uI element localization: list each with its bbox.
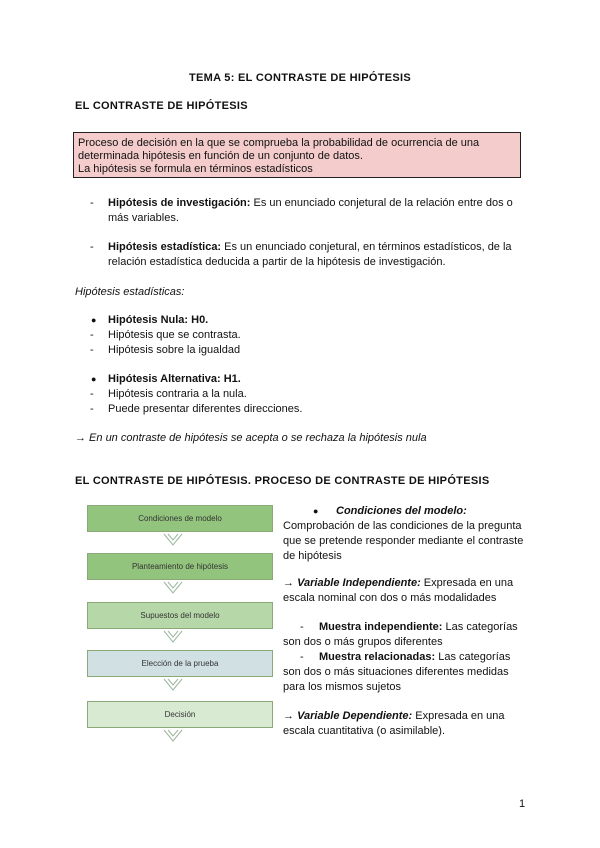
- page-number: 1: [519, 798, 526, 810]
- term-definition: Es un enunciado conjetural de la relación entre dos o: [250, 197, 513, 209]
- dependent-variable: [283, 709, 533, 739]
- term-definition: Es un enunciado conjetural, en términos estadísticos, de la: [221, 241, 512, 253]
- alt-point: Hipótesis contraria a la nula.: [108, 388, 247, 400]
- chevron-down-icon: [163, 678, 183, 692]
- term-definition-cont: relación estadística deducida a partir de la hipótesis de investigación.: [108, 256, 446, 268]
- list-bullet: -: [90, 329, 94, 341]
- page-title: TEMA 5: EL CONTRASTE DE HIPÓTESIS: [189, 72, 411, 84]
- term-definition: Expresada en una: [420, 577, 514, 589]
- flow-step: Supuestos del modelo: [87, 602, 273, 629]
- list-bullet: -: [300, 621, 304, 633]
- chevron-down-icon: [163, 729, 183, 743]
- bullet-dot: ●: [91, 374, 97, 384]
- term-definition-cont: escala nominal con dos o más modalidades: [283, 592, 497, 604]
- null-point: Hipótesis sobre la igualdad: [108, 344, 241, 356]
- term-definition-cont: escala cuantitativa (o asimilable).: [283, 725, 446, 737]
- alt-hypothesis-title: Hipótesis Alternativa: H1.: [108, 373, 241, 385]
- flow-step: Decisión: [87, 701, 273, 728]
- independent-sample: [283, 620, 533, 650]
- independent-variable: [283, 576, 533, 606]
- term: Hipótesis de investigación:: [108, 197, 251, 209]
- conditions-text: [283, 519, 533, 564]
- alt-point: Puede presentar diferentes direcciones.: [108, 403, 303, 415]
- stat-hypotheses-label: Hipótesis estadísticas:: [75, 286, 185, 298]
- list-bullet: -: [90, 403, 94, 415]
- definition-box: [73, 132, 521, 178]
- text-line: Comprobación de las condiciones de la pregunta: [283, 520, 522, 532]
- section-heading-2: EL CONTRASTE DE HIPÓTESIS. PROCESO DE CONTRASTE DE HIPÓTESIS: [75, 475, 490, 487]
- conditions-title: Condiciones del modelo:: [336, 505, 467, 517]
- note: → En un contraste de hipótesis se acepta o se rechaza la hipótesis nula: [75, 432, 427, 444]
- flow-step: Planteamiento de hipótesis: [87, 553, 273, 580]
- term-definition: Las categorías: [442, 621, 518, 633]
- chevron-down-icon: [163, 581, 183, 595]
- term-definition-cont: son dos o más situaciones diferentes medidas: [283, 666, 509, 678]
- term: Muestra relacionadas:: [319, 651, 436, 663]
- list-bullet: -: [300, 651, 304, 663]
- chevron-down-icon: [163, 533, 183, 547]
- term: Variable Independiente:: [297, 577, 421, 589]
- bullet-dot: ●: [313, 506, 319, 516]
- null-hypothesis-title: Hipótesis Nula: H0.: [108, 314, 209, 326]
- arrow-icon: →: [283, 710, 294, 722]
- list-bullet: -: [90, 241, 94, 253]
- bullet-dot: ●: [91, 315, 97, 325]
- term-definition-cont: para los mismos sujetos: [283, 681, 401, 693]
- list-item-statistical: [108, 240, 528, 270]
- term: Hipótesis estadística:: [108, 241, 222, 253]
- term: Muestra independiente:: [319, 621, 443, 633]
- term-definition-cont: son dos o más grupos diferentes: [283, 636, 443, 648]
- list-bullet: -: [90, 388, 94, 400]
- term: Variable Dependiente:: [297, 710, 413, 722]
- flow-step: Condiciones de modelo: [87, 505, 273, 532]
- arrow-icon: →: [283, 577, 294, 589]
- text-line: de hipótesis: [283, 550, 342, 562]
- chevron-down-icon: [163, 630, 183, 644]
- flow-step: Elección de la prueba: [87, 650, 273, 677]
- definition-line: La hipótesis se formula en términos estadísticos: [78, 163, 313, 175]
- list-bullet: -: [90, 344, 94, 356]
- definition-line: Proceso de decisión en la que se comprueba la probabilidad de ocurrencia de una: [78, 137, 480, 149]
- related-sample: [283, 650, 533, 695]
- section-heading-1: EL CONTRASTE DE HIPÓTESIS: [75, 100, 248, 112]
- text-line: que se pretende responder mediante el contraste: [283, 535, 524, 547]
- null-point: Hipótesis que se contrasta.: [108, 329, 241, 341]
- definition-line: determinada hipótesis en función de un conjunto de datos.: [78, 150, 363, 162]
- list-item-investigation: [108, 196, 528, 226]
- term-definition: Las categorías: [435, 651, 511, 663]
- list-bullet: -: [90, 197, 94, 209]
- term-definition: Expresada en una: [412, 710, 505, 722]
- term-definition-cont: más variables.: [108, 212, 179, 224]
